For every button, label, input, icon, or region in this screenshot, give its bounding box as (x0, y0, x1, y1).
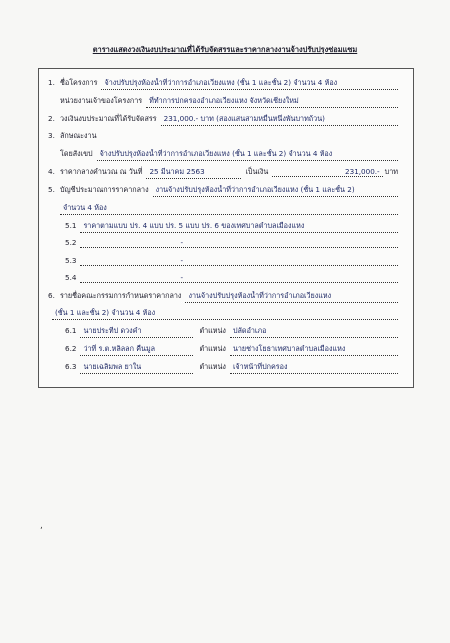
item-5-1: 5.1 ราคาตามแบบ ปร. 4 แบบ ปร. 5 แบบ ปร. 6 ของเทศบาลตำบลเมืองแหง (65, 221, 398, 233)
member-2-position: นายช่างโยธาเทศบาลตำบลเมืองแหง (230, 344, 398, 356)
item-5-estimate-list: 5. บัญชีประมาณการราคากลาง งานจ้างปรับปรุงห้องน้ำที่ว่าการอำเภอเวียงแหง (ชั้น 1 และชั้น 2) (48, 185, 398, 197)
estimate-value: งานจ้างปรับปรุงห้องน้ำที่ว่าการอำเภอเวียงแหง (ชั้น 1 และชั้น 2) (153, 185, 398, 197)
project-name-value: จ้างปรับปรุงห้องน้ำที่ว่าการอำเภอเวียงแหง (ชั้น 1 และชั้น 2) จำนวน 4 ห้อง (101, 78, 398, 90)
item-5-3-value: - (80, 256, 398, 266)
median-price-value: 231,000.- (272, 167, 382, 177)
item-6-committee: 6. รายชื่อคณะกรรมการกำหนดราคากลาง งานจ้างปรับปรุงห้องน้ำที่ว่าการอำเภอเวียงแหง (48, 291, 398, 303)
summary-value: จ้างปรับปรุงห้องน้ำที่ว่าการอำเภอเวียงแหง (ชั้น 1 และชั้น 2) จำนวน 4 ห้อง (97, 149, 398, 161)
member-3-name: นายเฉลิมพล ยาใน (80, 362, 193, 374)
committee-member-3: 6.3 นายเฉลิมพล ยาใน ตำแหน่ง เจ้าหน้าที่ปกครอง (65, 362, 398, 374)
item-1-agency: หน่วยงานเจ้าของโครงการ ที่ทำการปกครองอำเภอเวียงแหง จังหวัดเชียงใหม่ (60, 96, 398, 108)
committee-member-2: 6.2 ว่าที่ ร.ต.หลิลลก คืนมูล ตำแหน่ง นายช่างโยธาเทศบาลตำบลเมืองแหง (65, 344, 398, 356)
committee-value: งานจ้างปรับปรุงห้องน้ำที่ว่าการอำเภอเวียงแหง (185, 291, 398, 303)
committee-value-cont: (ชั้น 1 และชั้น 2) จำนวน 4 ห้อง (52, 308, 398, 320)
item-5-1-value: ราคาตามแบบ ปร. 4 แบบ ปร. 5 แบบ ปร. 6 ของเทศบาลตำบลเมืองแหง (80, 221, 398, 233)
committee-member-1: 6.1 นายประทีป ดวงคำ ตำแหน่ง ปลัดอำเภอ (65, 326, 398, 338)
member-1-position: ปลัดอำเภอ (230, 326, 398, 338)
item-6-committee-cont (52, 308, 398, 320)
item-5-4: 5.4 - (65, 273, 398, 283)
item-3-summary: โดยสังเขป จ้างปรับปรุงห้องน้ำที่ว่าการอำเภอเวียงแหง (ชั้น 1 และชั้น 2) จำนวน 4 ห้อง (60, 149, 398, 161)
item-5-3: 5.3 - (65, 256, 398, 266)
scan-speck-mark: , (40, 521, 43, 531)
calc-date-value: 25 มีนาคม 2563 (146, 167, 241, 179)
member-1-name: นายประทีป ดวงคำ (80, 326, 193, 338)
estimate-value-cont: จำนวน 4 ห้อง (60, 203, 398, 215)
item-5-2-value: - (80, 238, 398, 248)
document-title: ตารางแสดงวงเงินงบประมาณที่ได้รับจัดสรรและราคากลางงานจ้างปรับปรุงซ่อมแซม (92, 45, 358, 54)
member-3-position: เจ้าหน้าที่ปกครอง (230, 362, 398, 374)
item-5-4-value: - (80, 273, 398, 283)
member-2-name: ว่าที่ ร.ต.หลิลลก คืนมูล (80, 344, 193, 356)
item-5-2: 5.2 - (65, 238, 398, 248)
item-4-median-price: 4. ราคากลางคำนวณ ณ วันที่ 25 มีนาคม 2563 เป็นเงิน 231,000.- บาท (48, 167, 398, 179)
item-5-estimate-cont (60, 203, 398, 215)
item-2-budget: 2. วงเงินงบประมาณที่ได้รับจัดสรร 231,000.- บาท (สองแสนสามหมื่นหนึ่งพันบาทถ้วน) (48, 114, 398, 126)
item-3-work-type: 3. ลักษณะงาน (48, 131, 97, 140)
item-1-project-name: 1. ชื่อโครงการ จ้างปรับปรุงห้องน้ำที่ว่าการอำเภอเวียงแหง (ชั้น 1 และชั้น 2) จำนวน 4 ห้อง (48, 78, 398, 90)
budget-value: 231,000.- บาท (สองแสนสามหมื่นหนึ่งพันบาทถ้วน) (161, 114, 398, 126)
agency-value: ที่ทำการปกครองอำเภอเวียงแหง จังหวัดเชียงใหม่ (146, 96, 398, 108)
